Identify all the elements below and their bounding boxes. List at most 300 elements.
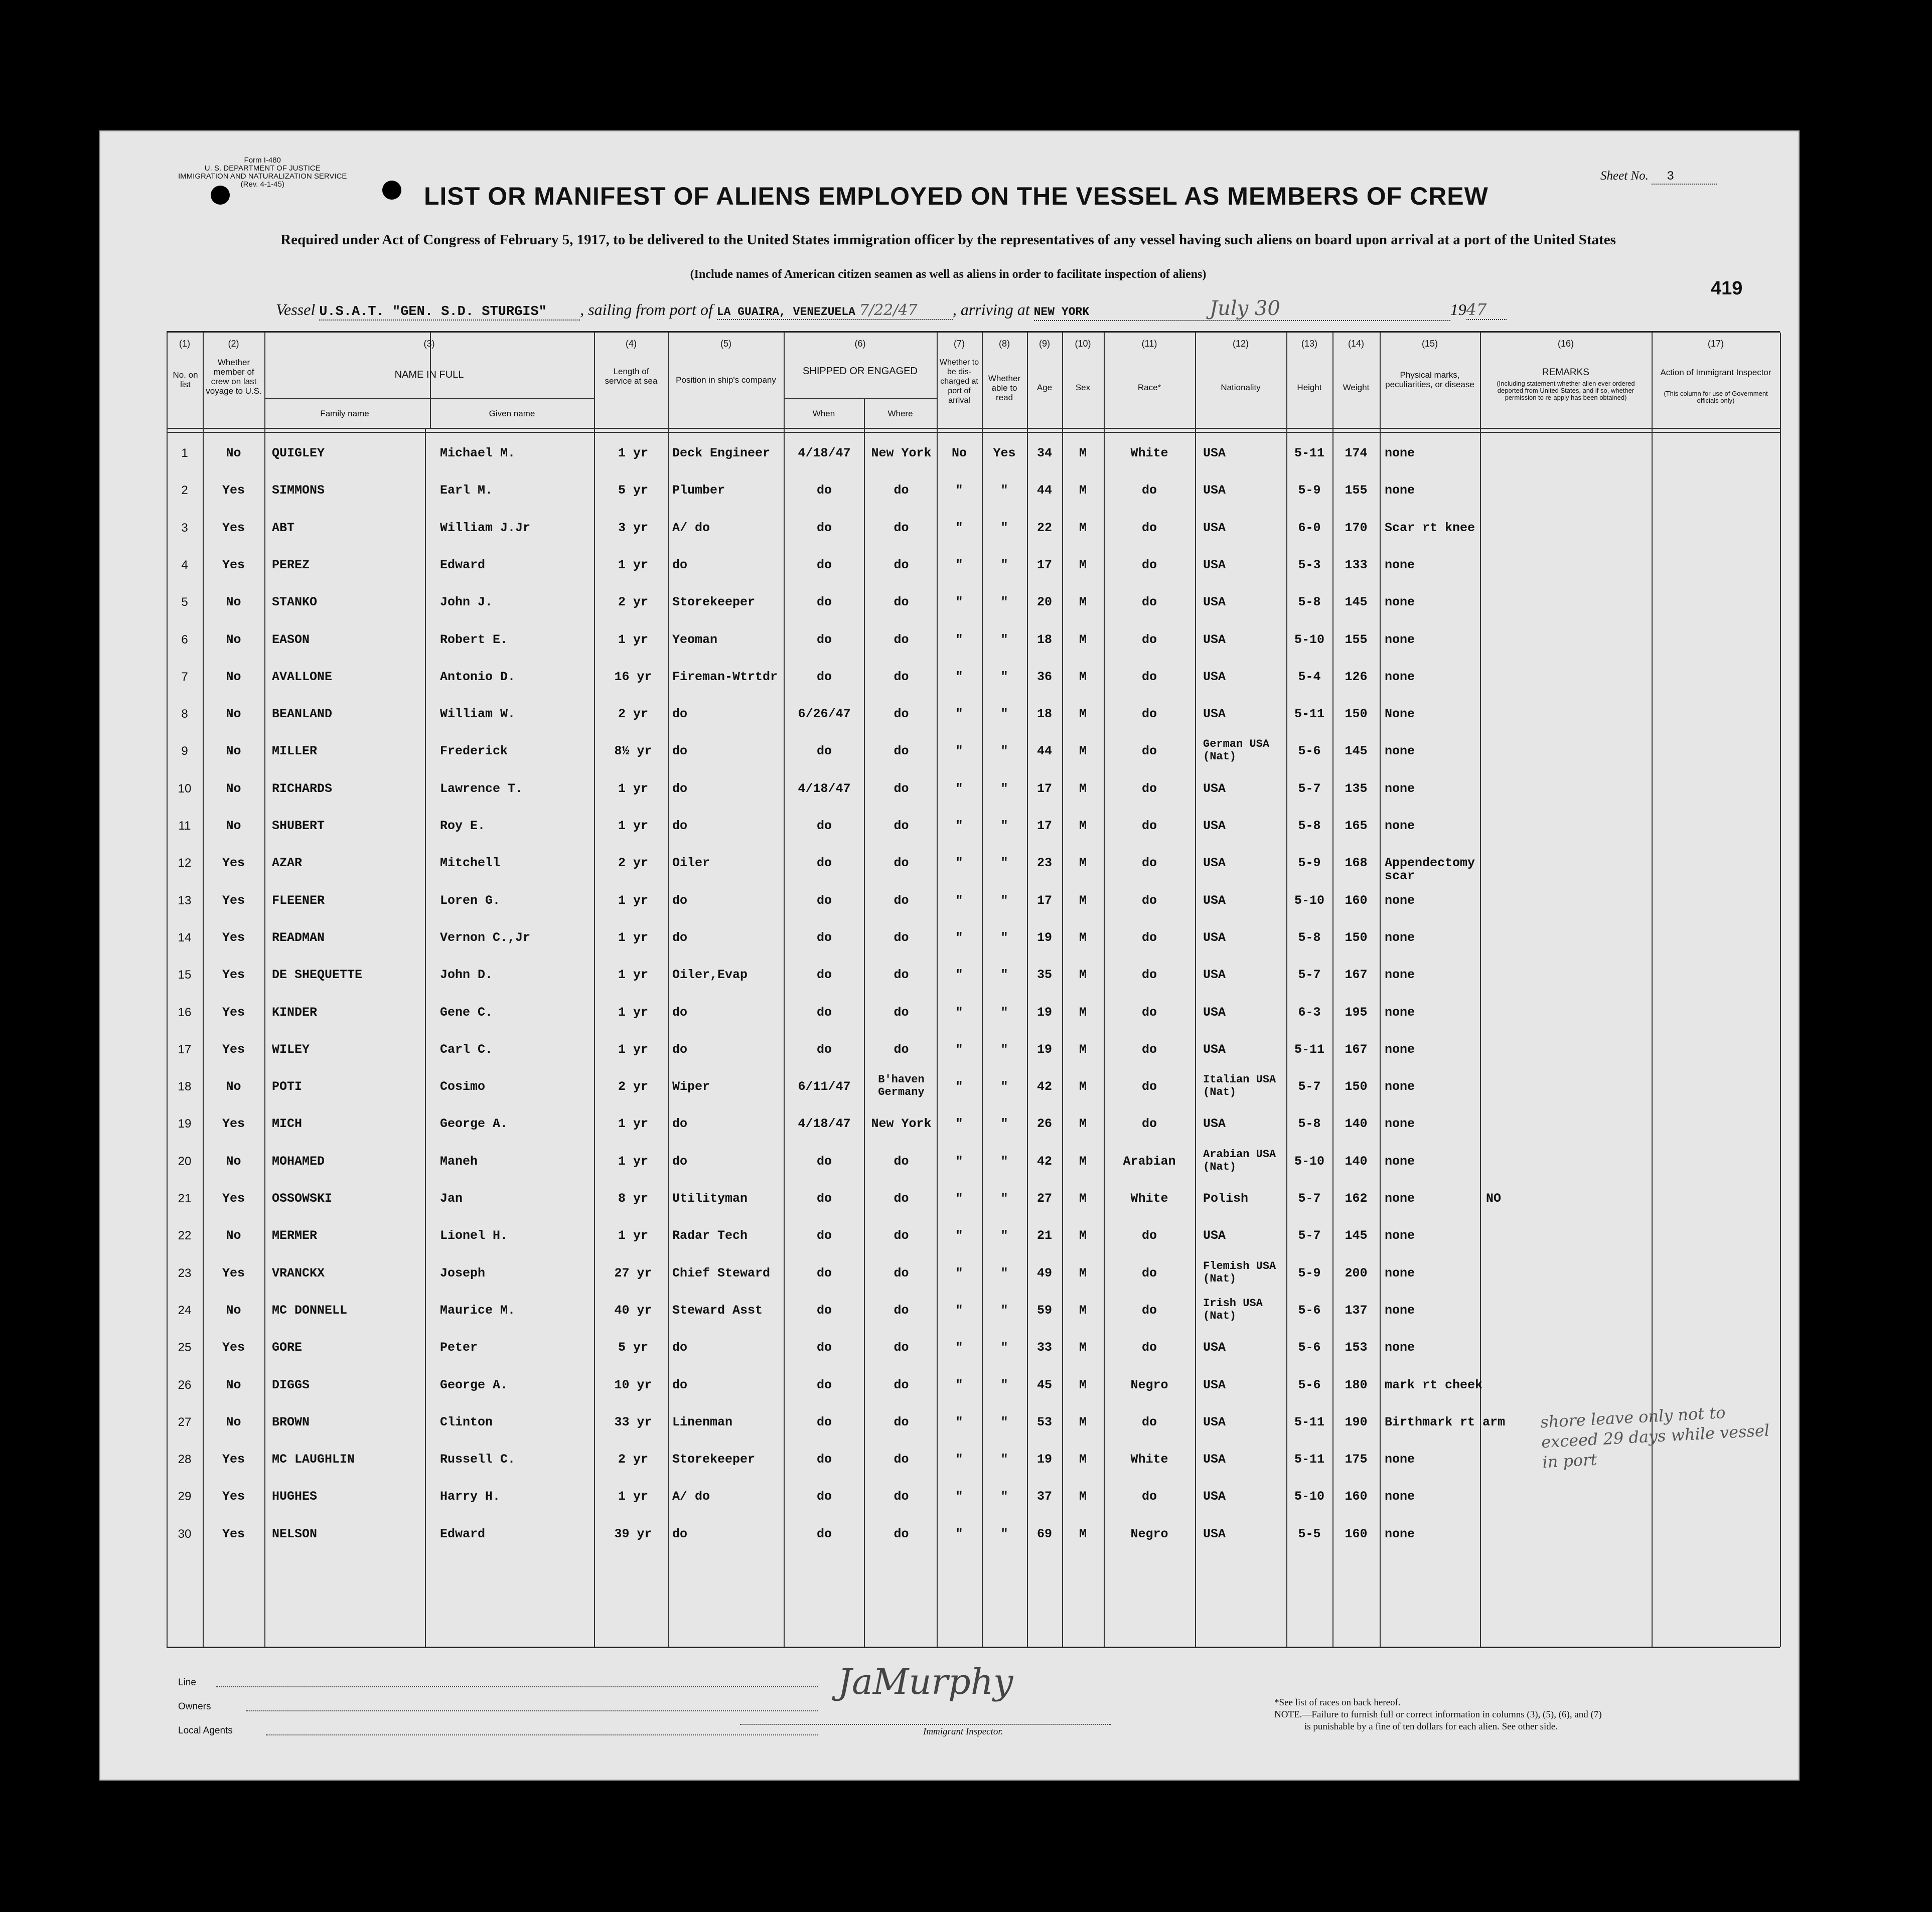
cell-pos: Fireman-Wtrtdr [672,669,778,684]
cell-family: POTI [272,1079,303,1094]
cell-last: Yes [222,483,245,498]
cell-given: Roy E. [440,819,486,833]
cell-when: do [816,968,832,983]
cell-marks: none [1385,968,1415,983]
cell-pos: Oiler,Evap [672,968,748,983]
header-when: When [812,409,835,418]
cell-read: " [1000,669,1008,684]
cell-nat: USA [1203,520,1226,535]
cell-len: 1 yr [618,1005,648,1020]
cell-marks: Birthmark rt arm [1385,1414,1506,1429]
cell-nat: USA [1203,707,1226,722]
cell-pos: Storekeeper [672,595,756,610]
cell-sex: M [1079,781,1087,796]
cell-given: Clinton [440,1414,493,1429]
cell-given: Russell C. [440,1452,516,1467]
cell-dis: " [955,1005,963,1020]
col-num: (2) [228,339,239,349]
cell-age: 17 [1036,781,1052,796]
cell-ht: 5-9 [1298,856,1321,871]
table-row [167,931,1780,969]
cell-ht: 5-8 [1298,819,1321,833]
cell-sex: M [1079,1414,1087,1429]
cell-pos: do [672,781,688,796]
cell-age: 27 [1036,1191,1052,1206]
cell-last: No [226,781,241,796]
cell-when: do [816,1191,832,1206]
cell-when: do [816,1303,832,1318]
cell-age: 45 [1036,1377,1052,1392]
cell-last: Yes [222,1191,245,1206]
cell-dis: " [955,1228,963,1243]
table-row [167,1192,1780,1229]
cell-pos: Deck Engineer [672,446,771,460]
cell-ht: 5-7 [1298,781,1321,796]
cell-ht: 5-7 [1298,1191,1321,1206]
cell-sex: M [1079,856,1087,871]
cell-ht: 5-11 [1294,1414,1324,1429]
cell-where: do [894,893,909,908]
cell-pos: do [672,1042,688,1057]
cell-age: 20 [1036,595,1052,610]
cell-read: " [1000,1117,1008,1132]
cell-wt: 200 [1345,1265,1368,1281]
cell-pos: Wiper [672,1079,710,1094]
cell-family: DIGGS [272,1377,310,1392]
cell-marks: none [1385,1228,1415,1243]
cell-dis: " [955,819,963,833]
cell-nat: USA [1203,1414,1226,1429]
cell-last: Yes [222,1489,245,1504]
col-num: (16) [1557,339,1574,349]
cell-when: do [816,856,832,871]
cell-given: Lawrence T. [440,781,523,796]
cell-marks: none [1385,1154,1415,1169]
cell-where: New York [871,1117,932,1132]
port-to: NEW YORK [1033,305,1090,318]
cell-where: New York [871,446,932,460]
cell-n: 22 [178,1229,192,1243]
cell-sex: M [1079,707,1087,722]
table-row [167,782,1780,820]
punch-hole [382,181,401,200]
cell-race: do [1141,1265,1157,1281]
col-num: (4) [626,339,637,349]
cell-nat: USA [1203,819,1226,833]
cell-len: 8½ yr [614,744,652,759]
cell-sex: M [1079,632,1087,647]
cell-sex: M [1079,1079,1087,1094]
cell-when: do [816,893,832,908]
col-num: (14) [1348,339,1364,349]
cell-n: 11 [178,819,191,833]
races-note: *See list of races on back hereof. [1274,1697,1401,1708]
sheet-number [1600,169,1717,185]
cell-last: No [226,669,241,684]
col-num: (12) [1232,339,1249,349]
cell-given: Cosimo [440,1079,486,1094]
cell-when: do [816,557,832,572]
col-num: (6) [854,339,866,349]
cell-pos: do [672,1526,688,1541]
arrival-date: July 30 [1210,297,1280,320]
cell-when: do [816,1228,832,1243]
include-text: (Include names of American citizen seamen as well as aliens in order to facilitate inspection of aliens) [690,268,1207,281]
cell-where: do [894,819,909,833]
cell-race: do [1141,744,1157,759]
cell-when: do [816,1452,832,1467]
cell-given: Peter [440,1340,478,1355]
cell-pos: do [672,1154,688,1169]
footer-line: Line [178,1677,196,1688]
cell-when: do [816,1526,832,1541]
cell-family: AVALLONE [272,669,333,684]
cell-race: do [1141,1228,1157,1243]
cell-race: do [1141,557,1157,572]
cell-len: 40 yr [614,1303,652,1318]
table-row [167,1006,1780,1043]
cell-given: Harry H. [440,1489,501,1504]
cell-race: do [1141,1303,1157,1318]
table-row [167,1148,1780,1192]
cell-marks: none [1385,1042,1415,1057]
cell-read: " [1000,1526,1008,1541]
cell-family: SHUBERT [272,819,325,833]
cell-last: No [226,707,241,722]
cell-rem: NO [1486,1191,1502,1206]
cell-age: 69 [1036,1526,1052,1541]
cell-wt: 190 [1345,1414,1368,1429]
cell-family: BROWN [272,1414,310,1429]
cell-where: do [894,707,909,722]
cell-wt: 168 [1345,856,1368,871]
cell-dis: " [955,856,963,871]
table-row [167,1341,1780,1378]
cell-race: do [1141,893,1157,908]
cell-age: 17 [1036,819,1052,833]
cell-wt: 150 [1345,1079,1368,1094]
header-remarks-sub: (Including statement whether alien ever ordered deported from United States, and if so, whether permission to re-apply has been obtained) [1497,380,1635,401]
cell-ht: 5-8 [1298,930,1321,945]
cell-family: MC DONNELL [272,1303,348,1318]
cell-nat: USA [1203,856,1226,871]
cell-n: 28 [178,1453,192,1467]
cell-race: White [1130,446,1168,460]
cell-len: 2 yr [618,1079,648,1094]
cell-n: 12 [178,856,192,870]
cell-last: Yes [222,893,245,908]
cell-dis: " [955,893,963,908]
cell-ht: 5-10 [1294,1489,1324,1504]
vessel-name: U.S.A.T. "GEN. S.D. STURGIS" [319,304,580,321]
header-given-name: Given name [489,409,535,418]
cell-dis: " [955,1154,963,1169]
cell-read: " [1000,1340,1008,1355]
col-num: (5) [720,339,731,349]
cell-dis: " [955,968,963,983]
cell-last: Yes [222,557,245,572]
cell-given: Robert E. [440,632,508,647]
cell-len: 1 yr [618,446,648,460]
cell-where: do [894,632,909,647]
year-prefix: 19 [1450,300,1466,318]
cell-where: do [894,1377,909,1392]
cell-age: 42 [1036,1079,1052,1094]
cell-n: 25 [178,1341,192,1355]
cell-dis: " [955,1526,963,1541]
cell-nat: USA [1203,893,1226,908]
cell-race: do [1141,819,1157,833]
cell-age: 26 [1036,1117,1052,1132]
cell-given: Maneh [440,1154,478,1169]
cell-wt: 140 [1345,1117,1368,1132]
cell-last: No [226,595,241,610]
table-row [167,1118,1780,1155]
table-row [167,1297,1780,1341]
cell-when: do [816,1154,832,1169]
cell-len: 39 yr [614,1526,652,1541]
cell-family: PEREZ [272,557,310,572]
form-number: Form I-480 [244,156,281,165]
cell-wt: 175 [1345,1452,1368,1467]
cell-where: do [894,744,909,759]
cell-nat: USA [1203,930,1226,945]
cell-given: Edward [440,1526,486,1541]
cell-nat: USA [1203,1340,1226,1355]
cell-len: 1 yr [618,1042,648,1057]
cell-dis: " [955,707,963,722]
cell-race: do [1141,856,1157,871]
cell-marks: none [1385,819,1415,833]
cell-race: do [1141,632,1157,647]
cell-wt: 140 [1345,1154,1368,1169]
cell-nat: USA [1203,968,1226,983]
cell-ht: 5-8 [1298,595,1321,610]
cell-pos: Oiler [672,856,710,871]
cell-last: No [226,744,241,759]
cell-family: VRANCKX [272,1265,325,1281]
header-remarks: REMARKS [1542,367,1589,378]
fine-note-2: is punishable by a fine of ten dollars for each alien. See other side. [1304,1721,1558,1732]
stamp-number: 419 [1711,278,1743,299]
cell-marks: none [1385,930,1415,945]
cell-family: MICH [272,1117,303,1132]
cell-wt: 153 [1345,1340,1368,1355]
cell-race: do [1141,1489,1157,1504]
cell-last: No [226,1414,241,1429]
cell-ht: 5-8 [1298,1117,1321,1132]
cell-dis: " [955,1042,963,1057]
cell-sex: M [1079,968,1087,983]
cell-sex: M [1079,1377,1087,1392]
cell-last: Yes [222,1042,245,1057]
cell-nat: USA [1203,1005,1226,1020]
cell-sex: M [1079,1265,1087,1281]
cell-len: 5 yr [618,1340,648,1355]
cell-marks: none [1385,1265,1415,1281]
cell-age: 19 [1036,1005,1052,1020]
cell-sex: M [1079,1452,1087,1467]
table-row [167,559,1780,596]
cell-where: do [894,1042,909,1057]
cell-ht: 5-9 [1298,483,1321,498]
inspector-label: Immigrant Inspector. [923,1726,1003,1737]
table-row [167,738,1780,782]
cell-dis: " [955,520,963,535]
cell-pos: Utilityman [672,1191,748,1206]
cell-marks: Appendectomy scar [1385,856,1475,884]
cell-where: do [894,1303,909,1318]
cell-sex: M [1079,1042,1087,1057]
crew-table [167,331,1780,1648]
header-length-service: Length of service at sea [605,367,658,386]
cell-family: WILEY [272,1042,310,1057]
cell-read: " [1000,1452,1008,1467]
cell-marks: none [1385,483,1415,498]
cell-given: Edward [440,557,486,572]
cell-n: 13 [178,893,192,907]
cell-read: Yes [993,446,1016,460]
cell-len: 1 yr [618,968,648,983]
cell-race: White [1130,1191,1168,1206]
cell-when: 4/18/47 [798,781,851,796]
cell-given: Vernon C.,Jr [440,930,531,945]
cell-n: 23 [178,1266,192,1280]
cell-age: 53 [1036,1414,1052,1429]
port-date: 7/22/47 [859,301,918,319]
cell-ht: 5-11 [1294,707,1324,722]
table-row [167,1490,1780,1527]
table-row [167,894,1780,931]
table-row [167,1453,1780,1490]
cell-where: do [894,1265,909,1281]
cell-age: 18 [1036,632,1052,647]
cell-read: " [1000,1191,1008,1206]
cell-age: 22 [1036,520,1052,535]
cell-when: do [816,1414,832,1429]
table-row [167,1259,1780,1304]
cell-len: 2 yr [618,856,648,871]
cell-ht: 5-6 [1298,1377,1321,1392]
cell-wt: 150 [1345,707,1368,722]
form-dept: U. S. DEPARTMENT OF JUSTICE [204,164,321,173]
cell-sex: M [1079,1191,1087,1206]
col-num: (17) [1707,339,1724,349]
col-num: (13) [1301,339,1317,349]
cell-ht: 5-11 [1294,1042,1324,1057]
inspector-signature: JaMurphy [838,1661,1013,1702]
cell-pos: do [672,930,688,945]
cell-ht: 5-10 [1294,632,1324,647]
cell-given: Mitchell [440,856,501,871]
cell-ht: 5-11 [1294,446,1324,460]
cell-ht: 5-5 [1298,1526,1321,1541]
cell-n: 7 [181,670,188,684]
cell-sex: M [1079,1303,1087,1318]
cell-wt: 174 [1345,446,1368,460]
cell-wt: 133 [1345,557,1368,572]
cell-pos: do [672,1340,688,1355]
cell-given: William W. [440,707,516,722]
cell-wt: 180 [1345,1377,1368,1392]
cell-len: 5 yr [618,483,648,498]
cell-wt: 167 [1345,1042,1368,1057]
cell-given: Maurice M. [440,1303,516,1318]
cell-nat: USA [1203,595,1226,610]
cell-read: " [1000,1079,1008,1094]
cell-ht: 5-7 [1298,968,1321,983]
cell-read: " [1000,1414,1008,1429]
cell-read: " [1000,1303,1008,1318]
header-name: NAME IN FULL [394,369,464,380]
cell-age: 19 [1036,1452,1052,1467]
vessel-line [276,297,1507,321]
cell-wt: 145 [1345,595,1368,610]
cell-read: " [1000,893,1008,908]
cell-dis: " [955,744,963,759]
table-row [167,447,1780,484]
cell-marks: none [1385,1079,1415,1094]
cell-last: No [226,1079,241,1094]
cell-sex: M [1079,446,1087,460]
cell-n: 21 [178,1192,192,1205]
cell-last: No [226,1377,241,1392]
cell-where: do [894,557,909,572]
cell-wt: 160 [1345,1489,1368,1504]
cell-family: GORE [272,1340,303,1355]
cell-where: do [894,1154,909,1169]
cell-pos: do [672,707,688,722]
cell-given: Earl M. [440,483,493,498]
cell-read: " [1000,1005,1008,1020]
cell-race: do [1141,595,1157,610]
port-from-field [717,300,953,320]
cell-where: do [894,968,909,983]
cell-family: QUIGLEY [272,446,325,460]
cell-when: 4/18/47 [798,1117,851,1132]
cell-dis: " [955,930,963,945]
header-inspector-action: Action of Immigrant Inspector [1660,368,1771,377]
cell-race: do [1141,669,1157,684]
cell-when: do [816,819,832,833]
cell-last: Yes [222,930,245,945]
cell-last: No [226,1228,241,1243]
cell-marks: none [1385,893,1415,908]
cell-when: do [816,1377,832,1392]
cell-age: 49 [1036,1265,1052,1281]
col-num: (10) [1075,339,1091,349]
cell-age: 59 [1036,1303,1052,1318]
cell-nat: USA [1203,1042,1226,1057]
cell-sex: M [1079,1154,1087,1169]
cell-dis: " [955,1377,963,1392]
cell-wt: 145 [1345,744,1368,759]
col-num: (7) [954,339,965,349]
cell-given: Gene C. [440,1005,493,1020]
table-row [167,596,1780,633]
cell-nat: USA [1203,446,1226,460]
cell-ht: 5-6 [1298,744,1321,759]
sailing-label: , sailing from port of [580,300,713,318]
cell-read: " [1000,968,1008,983]
cell-marks: none [1385,1303,1415,1318]
cell-race: do [1141,707,1157,722]
col-num: (1) [179,339,190,349]
cell-len: 1 yr [618,893,648,908]
cell-ht: 5-9 [1298,1265,1321,1281]
cell-read: " [1000,557,1008,572]
cell-sex: M [1079,893,1087,908]
